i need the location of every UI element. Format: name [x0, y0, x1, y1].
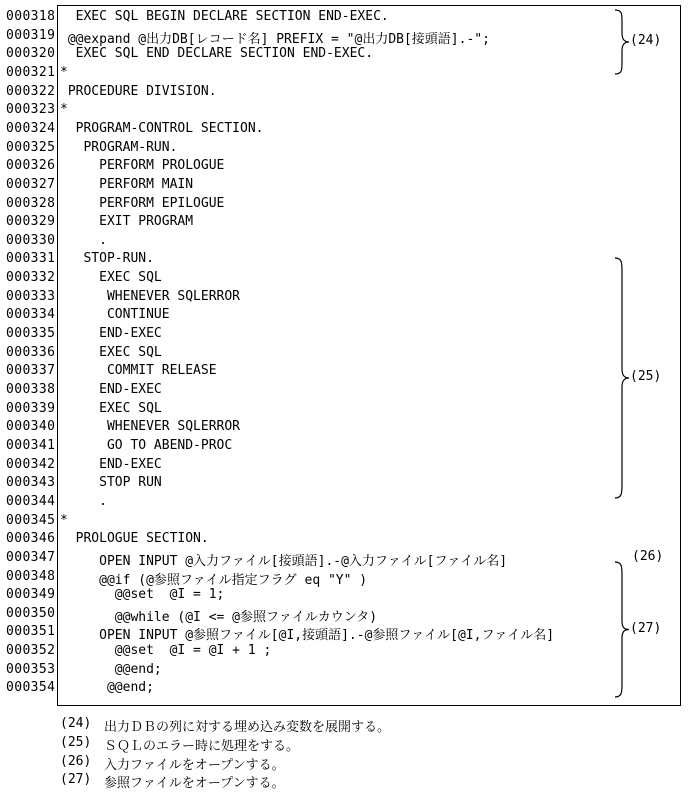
- line-number: 000325: [6, 139, 56, 155]
- line-number: 000323: [6, 102, 56, 118]
- code-text: .: [60, 232, 107, 248]
- line-number: 000336: [6, 344, 56, 360]
- code-line: [0, 345, 691, 364]
- code-text: STOP RUN: [60, 475, 162, 491]
- line-number: 000344: [6, 493, 56, 509]
- code-line: [0, 587, 691, 606]
- code-line: [0, 84, 691, 103]
- code-line: [0, 438, 691, 457]
- code-text: GO TO ABEND-PROC: [60, 437, 233, 453]
- code-line: [0, 289, 691, 308]
- line-number: 000341: [6, 437, 56, 453]
- annotation-label-25: (25): [630, 369, 662, 384]
- line-number: 000342: [6, 456, 56, 472]
- code-text: PERFORM EPILOGUE: [60, 195, 225, 211]
- code-text: @@set @I = 1;: [60, 587, 225, 603]
- code-text: END-EXEC: [60, 326, 162, 342]
- footnote-ref: (27): [60, 772, 92, 788]
- line-number: 000332: [6, 270, 56, 286]
- code-line: [0, 419, 691, 438]
- code-line: [0, 550, 691, 569]
- line-number: 000353: [6, 661, 56, 677]
- code-line: [0, 382, 691, 401]
- code-line: [0, 680, 691, 699]
- code-text: PROGRAM-RUN.: [60, 139, 178, 155]
- line-number: 000321: [6, 64, 56, 80]
- line-number: 000348: [6, 568, 56, 584]
- line-number: 000343: [6, 475, 56, 491]
- footnote-text: 出力ＤＢの列に対する埋め込み変数を展開する。: [104, 720, 391, 735]
- code-line: [0, 214, 691, 233]
- footnote-ref: (25): [60, 734, 92, 750]
- line-number: 000330: [6, 232, 56, 248]
- line-number: 000328: [6, 195, 56, 211]
- code-line: [0, 494, 691, 513]
- code-text: WHENEVER SQLERROR: [60, 288, 241, 304]
- code-line: [0, 46, 691, 65]
- code-text: CONTINUE: [60, 307, 170, 323]
- code-line: [0, 569, 691, 588]
- line-number: 000345: [6, 512, 56, 528]
- footnote-item: [60, 754, 680, 773]
- footnote-item: [60, 716, 680, 735]
- footnotes: [60, 716, 680, 791]
- line-number: 000347: [6, 549, 56, 565]
- footnote-ref: (24): [60, 716, 92, 731]
- line-number: 000334: [6, 307, 56, 323]
- code-text: @@while (@I <= @参照ファイルカウンタ): [60, 609, 378, 625]
- code-line: [0, 624, 691, 643]
- line-number: 000329: [6, 214, 56, 230]
- line-number: 000339: [6, 400, 56, 416]
- code-line: [0, 196, 691, 215]
- code-text: *: [60, 64, 68, 80]
- code-text: *: [60, 512, 68, 528]
- code-text: OPEN INPUT @参照ファイル[@I,接頭語].-@参照ファイル[@I,ファイル名]: [60, 628, 555, 644]
- annotation-label-27: (27): [630, 621, 662, 636]
- code-line: [0, 363, 691, 382]
- code-line: [0, 251, 691, 270]
- code-text: @@expand @出力DB[レコード名] PREFIX = "@出力DB[接頭語].-";: [60, 31, 490, 47]
- footnote-text: 参照ファイルをオープンする。: [104, 776, 285, 792]
- line-number: 000350: [6, 605, 56, 621]
- code-text: EXIT PROGRAM: [60, 214, 194, 230]
- code-text: @@if (@参照ファイル指定フラグ eq "Y" ): [60, 572, 368, 588]
- line-number: 000349: [6, 587, 56, 603]
- code-line: [0, 270, 691, 289]
- code-line: [0, 65, 691, 84]
- line-number: 000326: [6, 158, 56, 174]
- code-text: @@end;: [60, 661, 162, 677]
- code-line: [0, 233, 691, 252]
- code-text: .: [60, 493, 107, 509]
- code-line: [0, 307, 691, 326]
- line-number: 000346: [6, 531, 56, 547]
- code-text: @@set @I = @I + 1 ;: [60, 643, 272, 659]
- line-number: 000320: [6, 46, 56, 62]
- code-line: [0, 475, 691, 494]
- code-text: PROGRAM-CONTROL SECTION.: [60, 120, 264, 136]
- footnote-ref: (26): [60, 753, 92, 769]
- code-line: [0, 140, 691, 159]
- code-line: [0, 9, 691, 28]
- code-text: EXEC SQL END DECLARE SECTION END-EXEC.: [60, 46, 374, 62]
- line-number: 000327: [6, 176, 56, 192]
- code-line: [0, 121, 691, 140]
- code-text: PERFORM PROLOGUE: [60, 158, 225, 174]
- code-text: COMMIT RELEASE: [60, 363, 217, 379]
- code-text: STOP-RUN.: [60, 251, 154, 267]
- code-text: OPEN INPUT @入力ファイル[接頭語].-@入力ファイル[ファイル名]: [60, 553, 508, 569]
- line-number: 000331: [6, 251, 56, 267]
- line-number: 000340: [6, 419, 56, 435]
- code-line: [0, 662, 691, 681]
- code-text: END-EXEC: [60, 382, 162, 397]
- code-text: @@end;: [60, 680, 154, 696]
- code-line: [0, 513, 691, 532]
- line-number: 000324: [6, 120, 56, 136]
- line-number: 000354: [6, 680, 56, 696]
- code-text: END-EXEC: [60, 456, 162, 472]
- code-line: [0, 643, 691, 662]
- code-line: [0, 158, 691, 177]
- line-number: 000337: [6, 363, 56, 379]
- code-line: [0, 606, 691, 625]
- code-line: [0, 531, 691, 550]
- code-text: *: [60, 102, 68, 118]
- code-line: [0, 177, 691, 196]
- line-number: 000318: [6, 9, 56, 24]
- code-line: [0, 326, 691, 345]
- line-number: 000335: [6, 326, 56, 342]
- code-text: EXEC SQL: [60, 344, 162, 360]
- code-text: WHENEVER SQLERROR: [60, 419, 241, 435]
- line-number: 000322: [6, 83, 56, 99]
- code-line: [0, 28, 691, 47]
- line-number: 000352: [6, 643, 56, 659]
- line-number: 000333: [6, 288, 56, 304]
- footnote-text: ＳＱＬのエラー時に処理をする。: [104, 738, 300, 754]
- code-text: PERFORM MAIN: [60, 176, 194, 192]
- code-line: [0, 457, 691, 476]
- code-text: PROCEDURE DIVISION.: [60, 83, 217, 99]
- line-number: 000338: [6, 382, 56, 397]
- footnote-item: [60, 735, 680, 754]
- code-text: PROLOGUE SECTION.: [60, 531, 209, 547]
- code-line: [0, 102, 691, 121]
- annotation-label-26: (26): [632, 549, 664, 564]
- code-text: EXEC SQL: [60, 400, 162, 416]
- footnote-item: [60, 772, 680, 791]
- annotation-label-24: (24): [630, 33, 662, 48]
- footnote-text: 入力ファイルをオープンする。: [104, 757, 285, 773]
- code-text: EXEC SQL BEGIN DECLARE SECTION END-EXEC.: [60, 9, 389, 24]
- line-number: 000319: [6, 27, 56, 43]
- code-text: EXEC SQL: [60, 270, 162, 286]
- code-line: [0, 401, 691, 420]
- line-number: 000351: [6, 624, 56, 640]
